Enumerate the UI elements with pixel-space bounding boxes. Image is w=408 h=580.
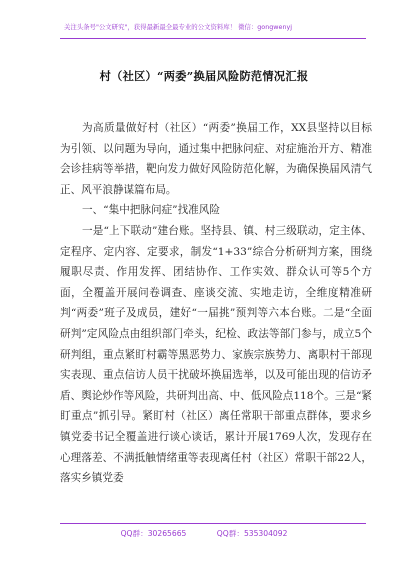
footer-qq-group-2: QQ群：535304092 [216, 529, 288, 538]
intro-paragraph: 为高质量做好村（社区）“两委”换届工作，XX县坚持以目标为引领、以问题为导向，通过集中把脉问症、对症施治开方、精准会诊挂病等举措，靶向发力做好风险防范化解，为确保换届风清气正、风平浪静谋篇布局。 [60, 122, 372, 196]
header-divider [60, 38, 366, 39]
footer [0, 528, 408, 539]
footer-divider [60, 523, 366, 524]
section-heading: 一、“集中把脉问症”找准风险 [82, 204, 220, 217]
document-title: 村（社区）“两委”换届风险防范情况汇报 [99, 69, 309, 83]
section-paragraph: 一是“上下联动”建台账。坚持县、镇、村三级联动，定主体、定程序、定内容、定要求，制发“1+33”综合分析研判方案，围绕履职尽责、作用发挥、团结协作、工作实效、群众认可等5个方面，全覆盖开展问卷调查、座谈交流、实地走访，全维度精准研判“两委”班子及成员，建好“一届挑”预判等六本台账。二是“全面研判”定风险点由组织部门牵头，纪检、政法等部门参与，成立5个研判组，重点紧盯村霸等黑恶势力、家族宗族势力、离职村干部现实表现、重点信访人员干扰破坏换届选举，以及可能出现的信访矛盾、舆论炒作等风险，共研判出高、中、低风险点118个。三是“紧盯重点”抓引导。紧盯村（社区）离任常职干部重点群体，要求乡镇党委书记全覆盖进行谈心谈话，累计开展1769人次，发现存在心理落差、不满抵触情绪重等表现离任村（社区）常职干部22人，落实乡镇党委 [60, 224, 372, 485]
header-banner: 关注头条号"公文研究"，获得最新最全最专业的公文资料库！ 微信：gongwenyj [64, 23, 293, 31]
document-body [60, 118, 372, 489]
footer-qq-group-1: QQ群：30265665 [120, 529, 187, 538]
